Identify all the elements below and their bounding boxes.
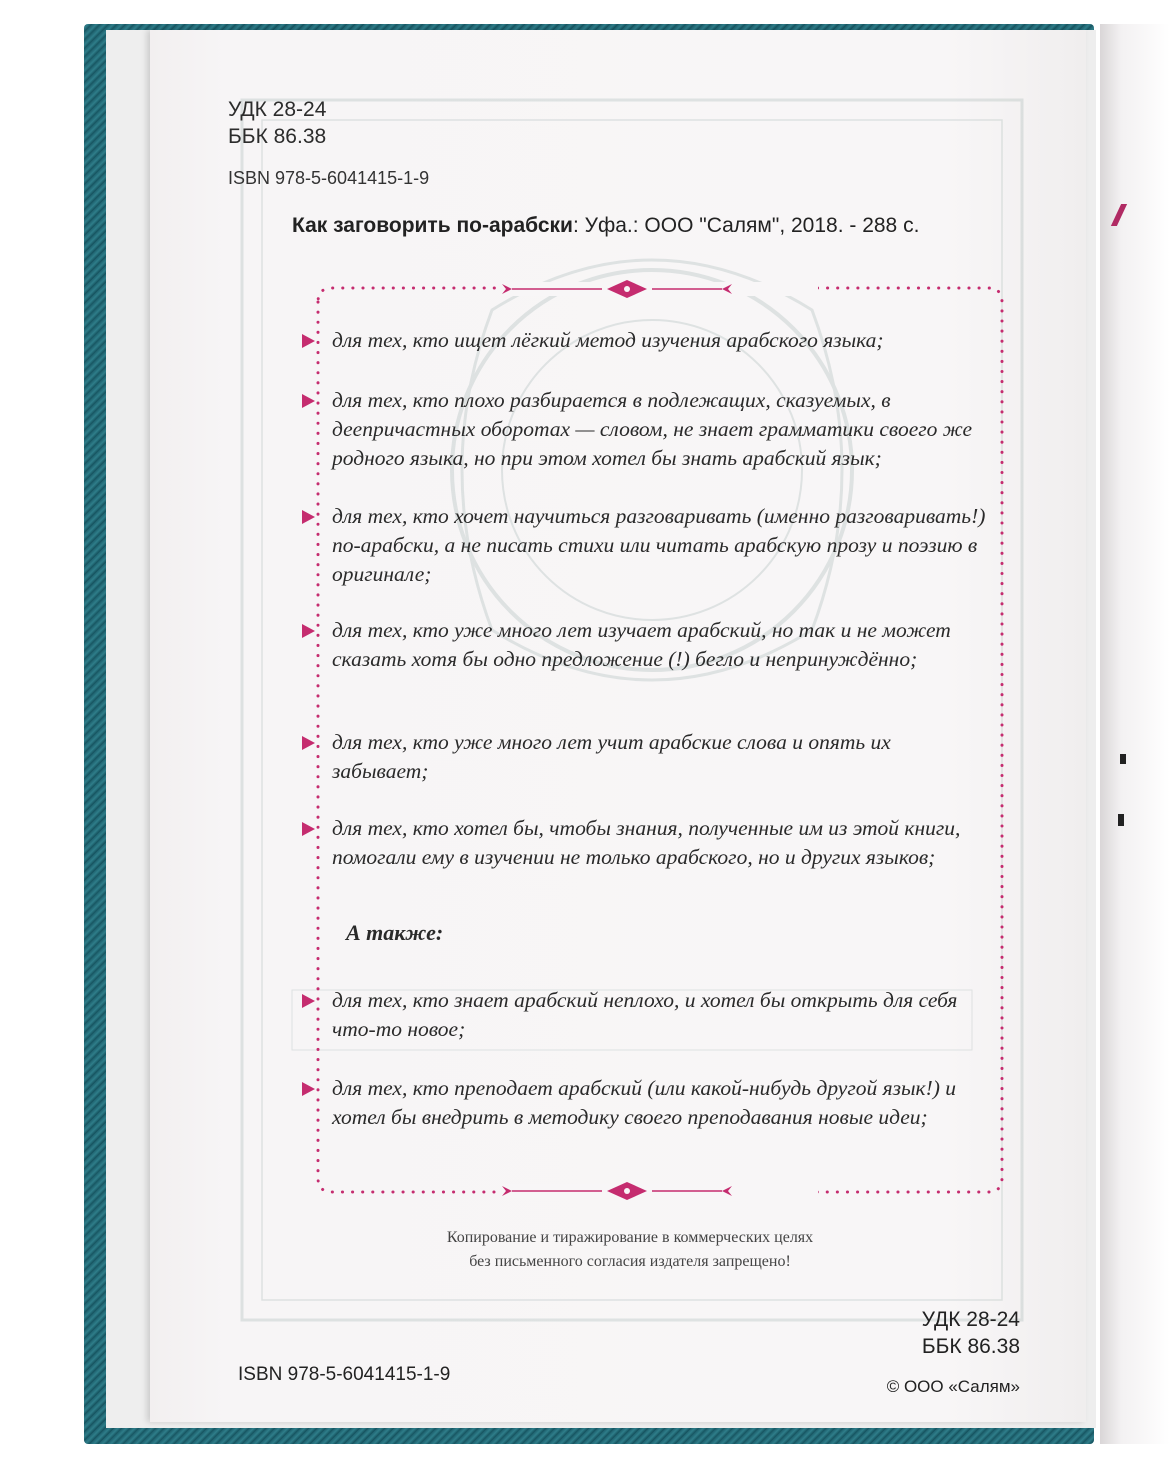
list-item-text: для тех, кто хочет научиться разговаривать (именно разговаривать!) по-арабски, а не писать стихи или читать арабскую прозу и поэзию в оригинале;	[332, 504, 986, 586]
list-item-text: для тех, кто плохо разбирается в подлежащих, сказуемых, в деепричастных оборотах — словом, не знает грамматики своего же родного языка, но при этом хотел бы знать арабский язык;	[332, 388, 973, 470]
isbn-top: ISBN 978-5-6041415-1-9	[228, 168, 430, 188]
isbn-bottom: ISBN 978-5-6041415-1-9	[238, 1364, 451, 1385]
bbk-top: ББК 86.38	[228, 125, 327, 148]
bullet-arrow-icon	[302, 1082, 315, 1096]
facing-page	[1100, 24, 1170, 1444]
copy-notice-line: без письменного согласия издателя запрещено!	[469, 1253, 791, 1270]
list-item-text: для тех, кто ищет лёгкий метод изучения арабского языка;	[332, 328, 884, 352]
udk-bottom: УДК 28-24	[921, 1308, 1020, 1331]
udk-top: УДК 28-24	[228, 98, 327, 121]
facing-page-dot	[1118, 814, 1124, 826]
bbk-bottom: ББК 86.38	[921, 1335, 1020, 1358]
copyright: © ООО «Салям»	[886, 1377, 1020, 1396]
list-item-text: для тех, кто уже много лет учит арабские слова и опять их забывает;	[332, 730, 891, 783]
list-item-text: для тех, кто уже много лет изучает арабский, но так и не может сказать хотя бы одно предложение (!) бегло и непринуждённо;	[332, 618, 951, 671]
facing-page-dot	[1120, 754, 1126, 764]
citation-title: Как заговорить по-арабски	[292, 214, 573, 237]
list-item-text: для тех, кто знает арабский неплохо, и хотел бы открыть для себя что-то новое;	[332, 988, 958, 1041]
bullet-arrow-icon	[302, 624, 315, 638]
bullet-arrow-icon	[302, 334, 315, 348]
bullet-arrow-icon	[302, 394, 315, 408]
also-heading: А также:	[346, 920, 444, 945]
list-item-text: для тех, кто преподает арабский (или какой-нибудь другой язык!) и хотел бы внедрить в методику своего преподавания новые идеи;	[332, 1076, 957, 1129]
bullet-arrow-icon	[302, 736, 315, 750]
copy-notice	[350, 1226, 910, 1274]
copy-notice-line: Копирование и тиражирование в коммерческих целях	[446, 1229, 814, 1246]
bibliographic-citation	[292, 214, 919, 238]
top-classification	[228, 96, 326, 150]
bullet-arrow-icon	[302, 994, 315, 1008]
facing-page-accent-mark	[1111, 204, 1127, 226]
bullet-arrow-icon	[302, 822, 315, 836]
citation-details: : Уфа.: ООО "Салям", 2018. - 288 с.	[572, 214, 920, 237]
bullet-arrow-icon	[302, 510, 315, 524]
list-item-text: для тех, кто хотел бы, чтобы знания, полученные им из этой книги, помогали ему в изучении не только арабского, но и других языков;	[332, 816, 961, 869]
bottom-classification	[896, 1306, 1020, 1360]
